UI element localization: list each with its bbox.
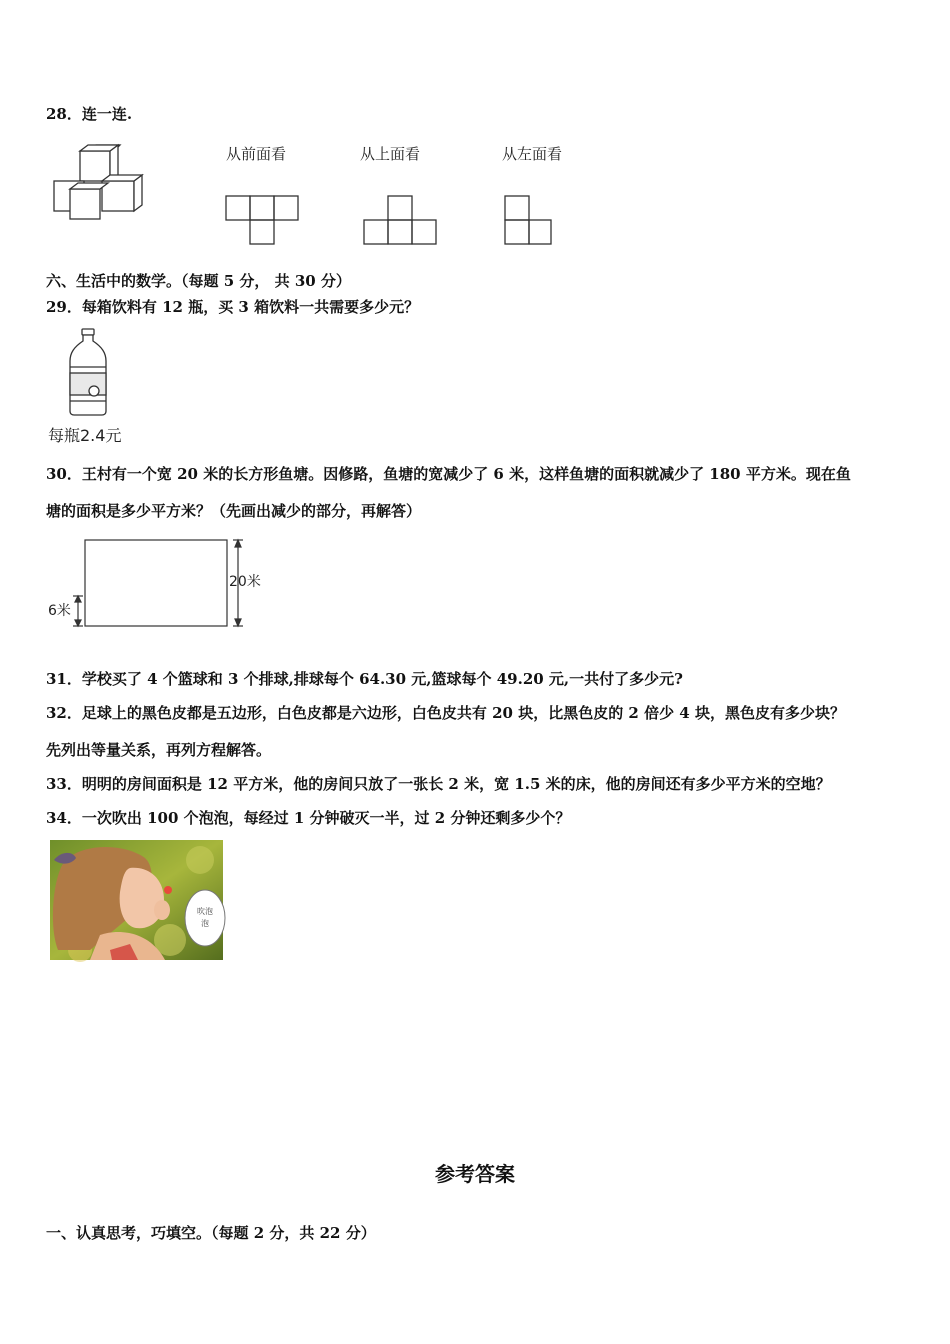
q28-cube-figure xyxy=(52,143,152,221)
q30-text-line1: 30．王村有一个宽 20 米的长方形鱼塘。因修路，鱼塘的宽减少了 6 米，这样鱼塘的面积就减少了 180 平方米。现在鱼 xyxy=(46,465,851,483)
section-6-heading: 六、生活中的数学。（每题 5 分， 共 30 分） xyxy=(46,272,351,290)
width-20m-label: 20米 xyxy=(229,574,261,590)
bubble-text-1: 吹泡 xyxy=(197,907,213,916)
left-view-figure xyxy=(503,194,557,248)
q32-text-line1: 32．足球上的黑色皮都是五边形，白色皮都是六边形，白色皮共有 20 块，比黑色皮的 2 倍少 4 块，黑色皮有多少块？ xyxy=(46,704,845,722)
q30-text-line2: 塘的面积是多少平方米？（先画出减少的部分，再解答） xyxy=(46,502,422,520)
top-view-figure xyxy=(362,194,440,246)
view-label-left: 从左面看 xyxy=(502,145,563,163)
q32-text-line2: 先列出等量关系，再列方程解答。 xyxy=(46,741,272,759)
view-label-front: 从前面看 xyxy=(226,145,287,163)
front-view-figure xyxy=(224,194,302,246)
q33-text: 33．明明的房间面积是 12 平方米，他的房间只放了一张长 2 米，宽 1.5 米的床，他的房间还有多少平方米的空地？ xyxy=(46,775,831,793)
answers-section-1: 一、认真思考，巧填空。（每题 2 分，共 22 分） xyxy=(46,1224,376,1242)
q28-text: 28．连一连. xyxy=(46,105,133,123)
bottle-price-caption: 每瓶2.4元 xyxy=(48,426,122,445)
girl-blowing-bubbles-photo xyxy=(50,840,223,960)
q29-text: 29．每箱饮料有 12 瓶，买 3 箱饮料一共需要多少元？ xyxy=(46,298,420,316)
reduce-6m-label: 6米 xyxy=(48,603,71,619)
answers-title: 参考答案 xyxy=(435,1162,515,1186)
view-label-top: 从上面看 xyxy=(360,145,421,163)
bubble-text-2: 泡 xyxy=(201,919,209,928)
q31-text: 31．学校买了 4 个篮球和 3 个排球,排球每个 64.30 元,篮球每个 49.20 元,一共付了多少元? xyxy=(46,670,683,688)
q34-text: 34．一次吹出 100 个泡泡，每经过 1 分钟破灭一半，过 2 分钟还剩多少个？ xyxy=(46,809,571,827)
bottle-icon xyxy=(66,327,110,417)
